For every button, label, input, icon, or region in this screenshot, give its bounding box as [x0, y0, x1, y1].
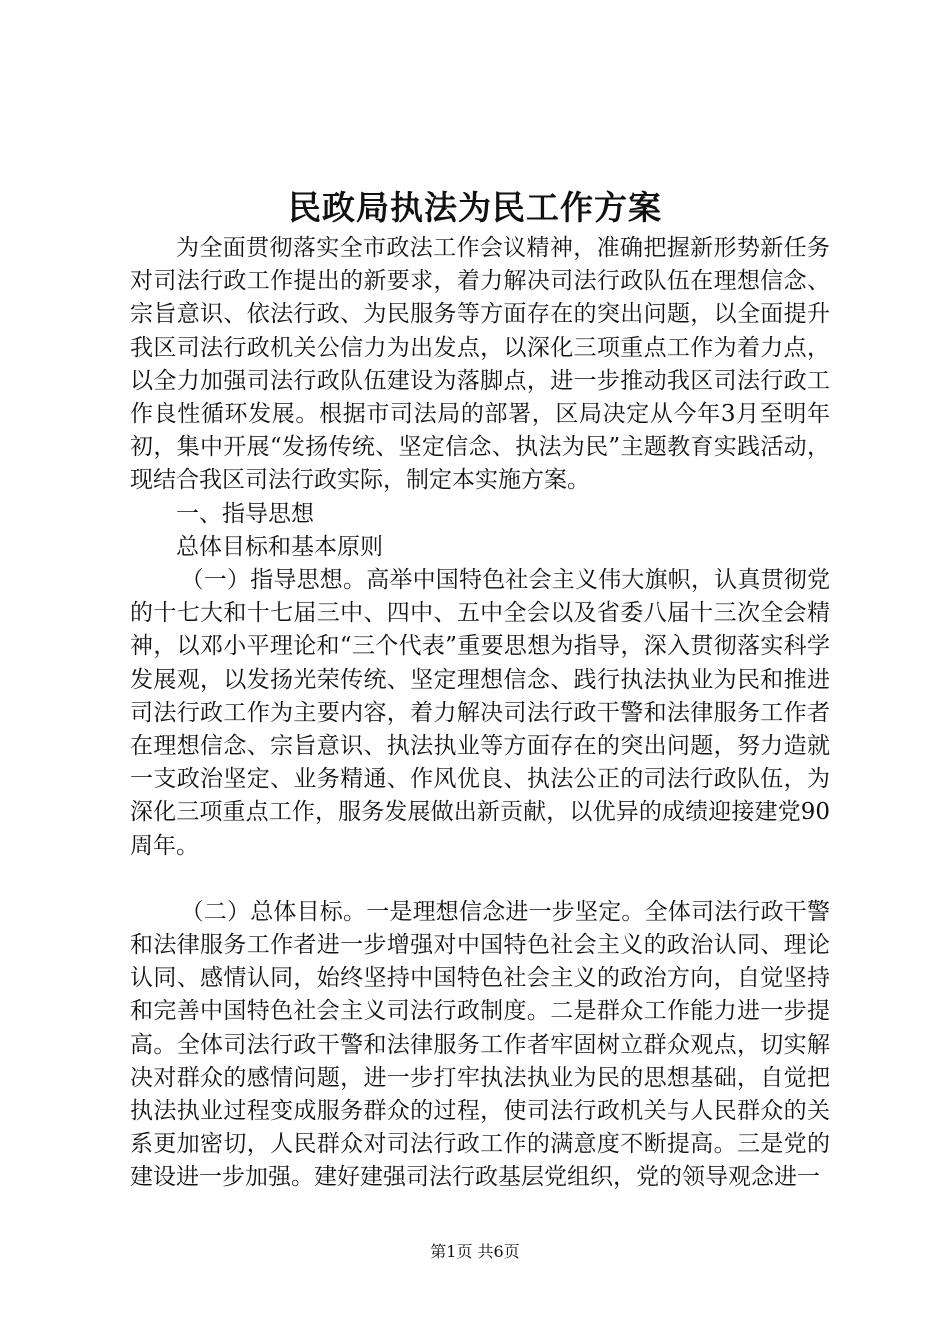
paragraph-intro: 为全面贯彻落实全市政法工作会议精神，准确把握新形势新任务对司法行政工作提出的新要求，着力解决司法行政队伍在理想信念、宗旨意识、依法行政、为民服务等方面存在的突出问题，以全面提升我区司法行政机关公信力为出发点，以深化三项重点工作为着力点，以全力加强司法行政队伍建设为落脚点，进一步推动我区司法行政工作良性循环发展。根据市司法局的部署，区局决定从今年3月至明年初，集中开展“发扬传统、坚定信念、执法为民”主题教育实践活动，现结合我区司法行政实际，制定本实施方案。	[130, 235, 830, 494]
document-title: 民政局执法为民工作方案	[288, 188, 662, 227]
paragraph-heading-goals: 总体目标和基本原则	[176, 533, 383, 560]
document-body	[130, 232, 830, 1195]
paragraph-guiding-thought: （一）指导思想。高举中国特色社会主义伟大旗帜，认真贯彻党的十七大和十七届三中、四中、五中全会以及省委八届十三次全会精神，以邓小平理论和“三个代表”重要思想为指导，深入贯彻落实科学发展观，以发扬光荣传统、坚定理想信念、践行执法执业为民和推进司法行政工作为主要内容，着力解决司法行政干警和法律服务工作者在理想信念、宗旨意识、执法执业等方面存在的突出问题，努力造就一支政治坚定、业务精通、作风优良、执法公正的司法行政队伍，为深化三项重点工作，服务发展做出新贡献，以优异的成绩迎接建党90周年。	[130, 567, 830, 859]
paragraph-heading-guiding: 一、指导思想	[176, 500, 314, 527]
page-footer: 第1页 共6页	[430, 1242, 520, 1261]
paragraph-spacer	[130, 863, 830, 896]
paragraph-overall-goals: （二）总体目标。一是理想信念进一步坚定。全体司法行政干警和法律服务工作者进一步增强对中国特色社会主义的政治认同、理论认同、感情认同，始终坚持中国特色社会主义的政治方向，自觉坚持和完善中国特色社会主义司法行政制度。二是群众工作能力进一步提高。全体司法行政干警和法律服务工作者牢固树立群众观点，切实解决对群众的感情问题，进一步打牢执法执业为民的思想基础，自觉把执法执业过程变成服务群众的过程，使司法行政机关与人民群众的关系更加密切，人民群众对司法行政工作的满意度不断提高。三是党的建设进一步加强。建好建强司法行政基层党组织，党的领导观念进一	[130, 898, 830, 1191]
